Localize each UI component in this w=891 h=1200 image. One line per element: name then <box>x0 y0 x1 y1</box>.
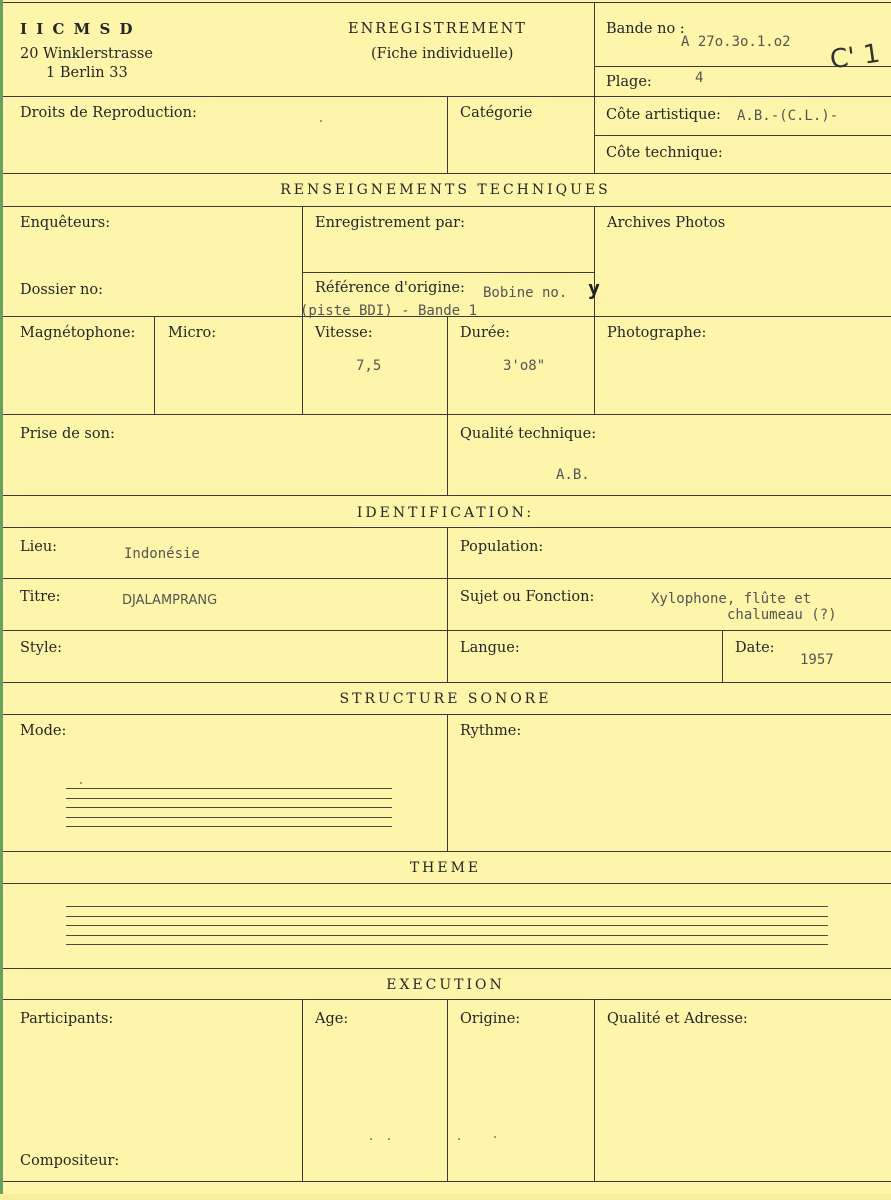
dossier-label: Dossier no: <box>20 282 103 298</box>
handwritten-mark: C' 1 <box>828 38 882 76</box>
org-name: I I C M S D <box>20 20 135 38</box>
paper-speck <box>80 782 82 784</box>
plage-label: Plage: <box>606 74 652 90</box>
paper-speck <box>494 1136 496 1138</box>
rule-top <box>0 2 891 3</box>
cote-artistique-label: Côte artistique: <box>606 107 721 123</box>
lieu-label: Lieu: <box>20 539 58 555</box>
rule-identification-header-bottom <box>0 527 891 528</box>
plage-value: 4 <box>695 70 704 86</box>
form-title: ENREGISTREMENT <box>348 21 527 37</box>
qualite-technique-value: A.B. <box>556 467 590 483</box>
section-title-structure: STRUCTURE SONORE <box>339 691 552 707</box>
rythme-label: Rythme: <box>460 723 522 739</box>
rule-header-bottom <box>0 96 891 97</box>
reference-mark: y <box>588 276 601 300</box>
rule-prise-bottom <box>0 495 891 496</box>
reference-value-2: (piste BDI) - Bande 1 <box>300 303 478 319</box>
titre-value: DJALAMPRANG <box>122 593 218 608</box>
enqueteurs-label: Enquêteurs: <box>20 215 111 231</box>
paper-speck <box>370 1138 372 1140</box>
rule-v-identification <box>447 527 448 682</box>
reference-label: Référence d'origine: <box>315 280 465 296</box>
sujet-value-1: Xylophone, flûte et <box>651 591 812 607</box>
sujet-value-2: chalumeau (?) <box>727 607 837 623</box>
rule-theme-header-bottom <box>0 883 891 884</box>
compositeur-label: Compositeur: <box>20 1153 120 1169</box>
rule-mode-bottom <box>0 851 891 852</box>
rule-style-bottom <box>0 682 891 683</box>
rule-v-archives <box>594 206 595 414</box>
rule-v-duree <box>447 316 448 414</box>
age-label: Age: <box>315 1011 349 1027</box>
form-subtitle: (Fiche individuelle) <box>371 46 514 62</box>
origine-label: Origine: <box>460 1011 521 1027</box>
rule-v-age <box>302 999 303 1181</box>
reference-value-1: Bobine no. <box>483 285 568 301</box>
rule-v-qualite <box>447 414 448 495</box>
section-title-execution: EXECUTION <box>386 977 505 993</box>
paper-speck <box>388 1138 390 1140</box>
rule-rights-bottom <box>0 173 891 174</box>
paper-speck <box>320 120 322 122</box>
rule-technique-header-bottom <box>0 206 891 207</box>
rule-cote-technique-top <box>594 135 891 136</box>
titre-label: Titre: <box>20 589 61 605</box>
qualite-technique-label: Qualité technique: <box>460 426 597 442</box>
paper-edge-left <box>0 0 3 1200</box>
vitesse-value: 7,5 <box>356 358 382 374</box>
section-title-theme: THEME <box>409 860 482 876</box>
rule-titre-bottom <box>0 630 891 631</box>
mode-label: Mode: <box>20 723 67 739</box>
rule-v-categorie <box>447 96 448 173</box>
population-label: Population: <box>460 539 544 555</box>
photographe-label: Photographe: <box>607 325 707 341</box>
paper-speck <box>458 1138 460 1140</box>
style-label: Style: <box>20 640 63 656</box>
lieu-value: Indonésie <box>124 546 200 562</box>
droits-label: Droits de Reproduction: <box>20 105 197 121</box>
rule-v-qualite-adresse <box>594 999 595 1181</box>
bande-label: Bande no : <box>606 21 685 37</box>
rule-v-rythme <box>447 714 448 851</box>
categorie-label: Catégorie <box>460 105 533 121</box>
rule-structure-header-bottom <box>0 714 891 715</box>
micro-label: Micro: <box>168 325 217 341</box>
vitesse-label: Vitesse: <box>315 325 373 341</box>
address-line-2: 1 Berlin 33 <box>46 65 128 81</box>
langue-label: Langue: <box>460 640 520 656</box>
rule-lieu-bottom <box>0 578 891 579</box>
rule-v-origine <box>447 999 448 1181</box>
theme-music-staff <box>66 906 828 948</box>
magnetophone-label: Magnétophone: <box>20 325 136 341</box>
rule-reference-top <box>302 272 594 273</box>
section-title-technique: RENSEIGNEMENTS TECHNIQUES <box>280 182 611 198</box>
participants-label: Participants: <box>20 1011 114 1027</box>
mode-music-staff <box>66 788 392 830</box>
paper-edge-bottom <box>0 1194 891 1200</box>
cote-artistique-value: A.B.-(C.L.)- <box>737 108 839 124</box>
rule-theme-bottom <box>0 968 891 969</box>
rule-execution-header-bottom <box>0 999 891 1000</box>
duree-label: Durée: <box>460 325 510 341</box>
enregistrement-par-label: Enregistrement par: <box>315 215 465 231</box>
rule-bottom <box>0 1181 891 1182</box>
date-value: 1957 <box>800 652 834 668</box>
archives-photos-label: Archives Photos <box>607 215 726 231</box>
date-label: Date: <box>735 640 775 656</box>
address-line-1: 20 Winklerstrasse <box>20 46 153 62</box>
rule-v-header <box>594 2 595 173</box>
sujet-label: Sujet ou Fonction: <box>460 589 595 605</box>
prise-de-son-label: Prise de son: <box>20 426 115 442</box>
section-title-identification: IDENTIFICATION: <box>356 505 535 521</box>
cote-technique-label: Côte technique: <box>606 145 723 161</box>
duree-value: 3'o8" <box>503 358 546 374</box>
rule-magneto-bottom <box>0 414 891 415</box>
qualite-adresse-label: Qualité et Adresse: <box>607 1011 748 1027</box>
bande-value: A 27o.3o.1.o2 <box>681 34 791 50</box>
rule-v-micro <box>154 316 155 414</box>
rule-v-date <box>722 630 723 682</box>
